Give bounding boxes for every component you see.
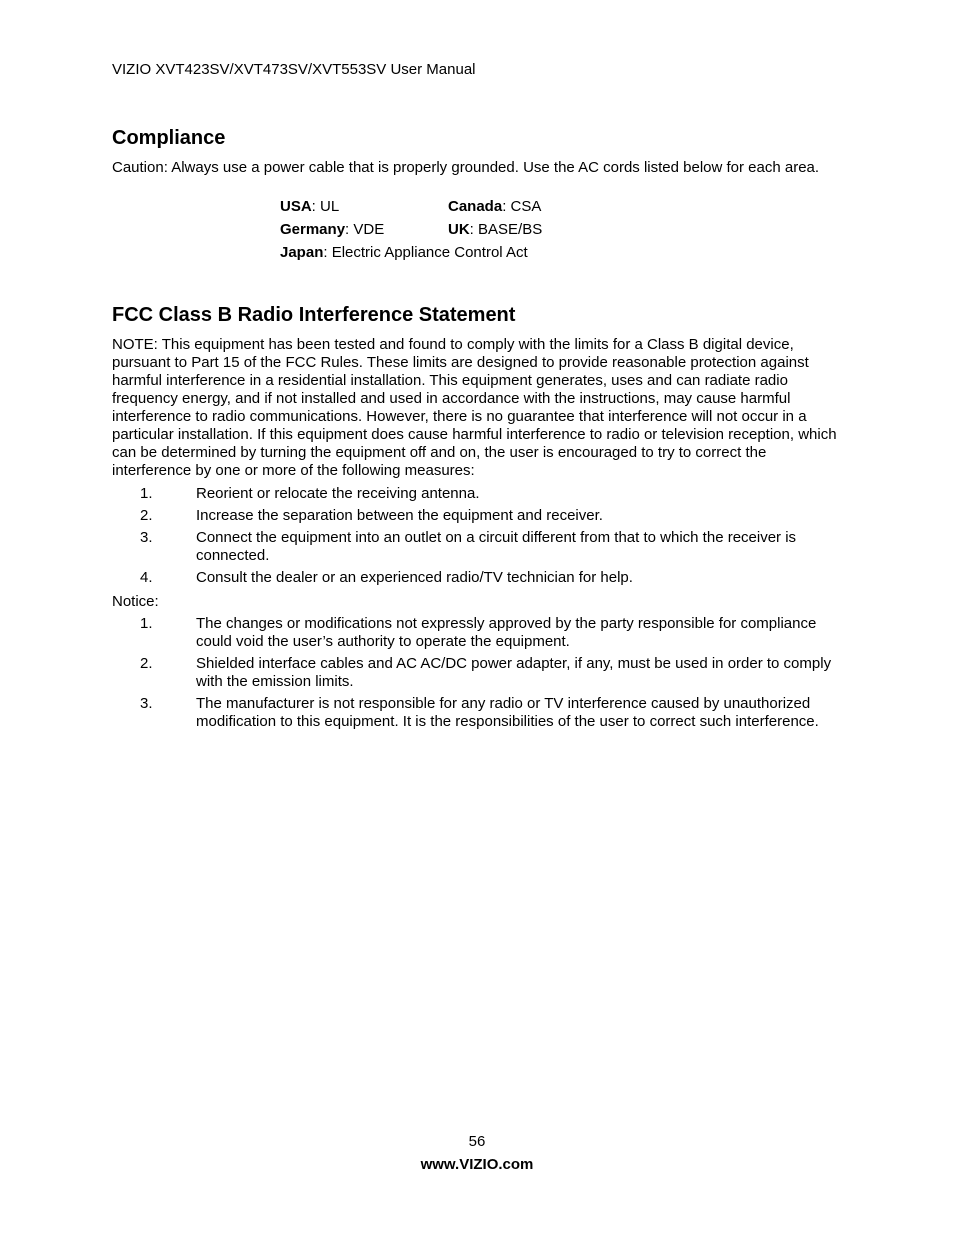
cord-entry-uk bbox=[448, 221, 542, 239]
cord-standard: : VDE bbox=[345, 221, 385, 238]
cords-row bbox=[280, 198, 680, 221]
cord-standard: : Electric Appliance Control Act bbox=[323, 244, 528, 261]
cord-entry-canada bbox=[448, 198, 541, 216]
list-item-text: Consult the dealer or an experienced radio/TV technician for help. bbox=[196, 569, 633, 586]
list-item-text: Shielded interface cables and AC AC/DC power adapter, if any, must be used in order to comply with the emission limits. bbox=[196, 655, 832, 690]
footer-url: www.VIZIO.com bbox=[420, 1156, 534, 1173]
notice-label: Notice: bbox=[112, 593, 159, 610]
caution-paragraph: Caution: Always use a power cable that is properly grounded. Use the AC cords listed below for each area. bbox=[112, 159, 820, 176]
list-item-number: 2. bbox=[140, 507, 153, 524]
compliance-heading: Compliance bbox=[112, 127, 226, 149]
cord-standard: : CSA bbox=[502, 198, 542, 215]
cord-entry-japan bbox=[280, 244, 528, 262]
list-item bbox=[112, 655, 847, 691]
cord-region: UK bbox=[448, 221, 470, 238]
cord-entry-germany bbox=[280, 221, 384, 239]
list-item bbox=[112, 569, 847, 587]
cord-region: Germany bbox=[280, 221, 346, 238]
fcc-note-paragraph: NOTE: This equipment has been tested and found to comply with the limits for a Class B digital device, pursuant to Part 15 of the FCC Rules. These limits are designed to provide reasonable protection against harmful interference in a residential installation. This equipment generates, uses and can radiate radio frequency energy, and if not installed and used in accordance with the instructions, may cause harmful interference to radio communications. However, there is no guarantee that interference will not occur in a particular installation. If this equipment does cause harmful interference to radio or television reception, which can be determined by turning the equipment off and on, the user is encouraged to try to correct the interference by one or more of the following measures: bbox=[112, 336, 837, 479]
list-item-number: 4. bbox=[140, 569, 153, 586]
list-item-number: 3. bbox=[140, 529, 153, 546]
cord-standard: : UL bbox=[311, 198, 340, 215]
list-item-text: Increase the separation between the equipment and receiver. bbox=[196, 507, 603, 524]
list-item-text: Reorient or relocate the receiving antenna. bbox=[196, 485, 480, 502]
list-item bbox=[112, 529, 847, 565]
running-header: VIZIO XVT423SV/XVT473SV/XVT553SV User Manual bbox=[112, 61, 476, 78]
list-item-number: 1. bbox=[140, 615, 153, 632]
list-item-number: 1. bbox=[140, 485, 153, 502]
cord-region: USA bbox=[280, 198, 312, 215]
list-item-text: The changes or modifications not expressly approved by the party responsible for compliance could void the user’s authority to operate the equipment. bbox=[196, 615, 817, 650]
cord-region: Japan bbox=[280, 244, 324, 261]
cord-region: Canada bbox=[448, 198, 503, 215]
list-item-number: 2. bbox=[140, 655, 153, 672]
list-item bbox=[112, 615, 847, 651]
notice-list bbox=[112, 615, 847, 735]
cord-standard: : BASE/BS bbox=[469, 221, 543, 238]
measures-list bbox=[112, 485, 847, 591]
cord-entry-usa bbox=[280, 198, 339, 216]
list-item bbox=[112, 507, 847, 525]
fcc-heading: FCC Class B Radio Interference Statement bbox=[112, 304, 516, 326]
list-item-text: The manufacturer is not responsible for any radio or TV interference caused by unauthorized modification to this equipment. It is the responsibilities of the user to correct such interference. bbox=[196, 695, 819, 730]
list-item-number: 3. bbox=[140, 695, 153, 712]
ac-cords-table bbox=[280, 198, 680, 267]
list-item bbox=[112, 695, 847, 731]
page-number: 56 bbox=[468, 1133, 486, 1150]
list-item bbox=[112, 485, 847, 503]
cords-row bbox=[280, 221, 680, 244]
list-item-text: Connect the equipment into an outlet on a circuit different from that to which the receiver is connected. bbox=[196, 529, 797, 564]
cords-row bbox=[280, 244, 680, 267]
